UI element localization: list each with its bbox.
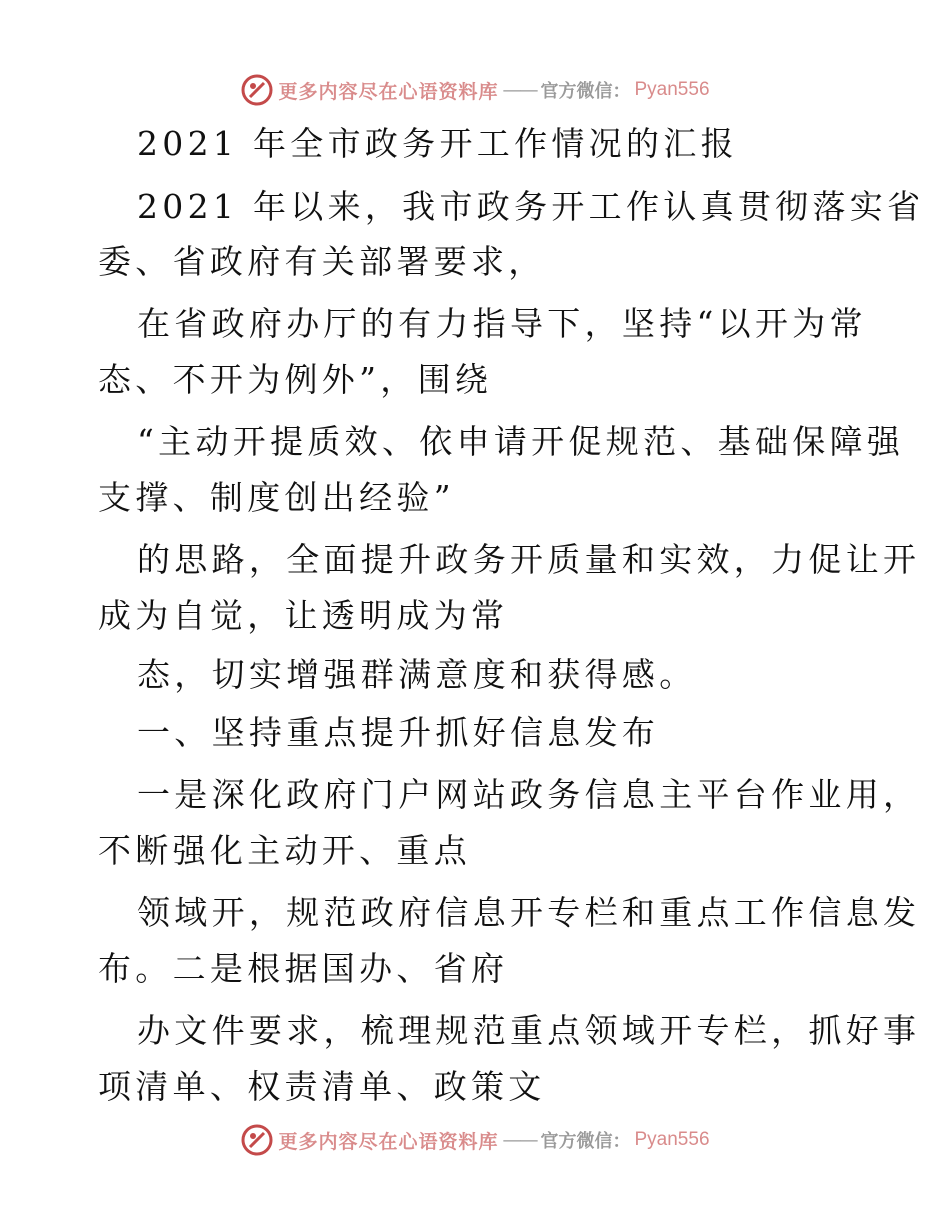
paragraph-line: 在省政府办厅的有力指导下，坚持“以开为常 — [137, 304, 867, 343]
paragraph-line: 的思路，全面提升政务开质量和实效，力促让开 — [137, 540, 921, 579]
paragraph-line: 领域开，规范政府信息开专栏和重点工作信息发 — [137, 893, 921, 932]
paragraph-line: 委、省政府有关部署要求， — [98, 242, 546, 281]
paragraph-line: 态，切实增强群满意度和获得感。 — [137, 655, 697, 694]
paragraph-line: 一是深化政府门户网站政务信息主平台作业用， — [137, 775, 921, 814]
footer-banner-handle: Pyan556 — [634, 1129, 710, 1150]
header-banner-dash: —— — [502, 79, 537, 101]
document-title: 2021 年全市政务开工作情况的汇报 — [137, 124, 738, 163]
paragraph-line: 不断强化主动开、重点 — [98, 831, 471, 870]
paragraph-line: 支撑、制度创出经验” — [98, 478, 455, 517]
footer-banner-dash: —— — [502, 1129, 537, 1151]
paragraph-line: 态、不开为例外”，围绕 — [98, 360, 493, 399]
footer-watermark-banner — [0, 1120, 950, 1160]
logo-icon — [240, 1123, 274, 1157]
paragraph-line: 2021 年以来，我市政务开工作认真贯彻落实省 — [137, 187, 925, 226]
paragraph-line: 成为自觉，让透明成为常 — [98, 596, 509, 635]
footer-banner-suffix: 官方微信： — [540, 1131, 631, 1152]
section-heading: 一、坚持重点提升抓好信息发布 — [137, 713, 660, 752]
header-banner-suffix: 官方微信： — [540, 81, 631, 102]
footer-banner-text: 更多内容尽在心语资料库 — [278, 1130, 499, 1153]
paragraph-line: 布。二是根据国办、省府 — [98, 949, 509, 988]
header-banner-text: 更多内容尽在心语资料库 — [278, 80, 499, 103]
header-banner-handle: Pyan556 — [634, 79, 710, 100]
paragraph-line: 项清单、权责清单、政策文 — [98, 1067, 546, 1106]
paragraph-line: “主动开提质效、依申请开促规范、基础保障强 — [137, 422, 905, 461]
paragraph-line: 办文件要求，梳理规范重点领域开专栏，抓好事 — [137, 1011, 921, 1050]
